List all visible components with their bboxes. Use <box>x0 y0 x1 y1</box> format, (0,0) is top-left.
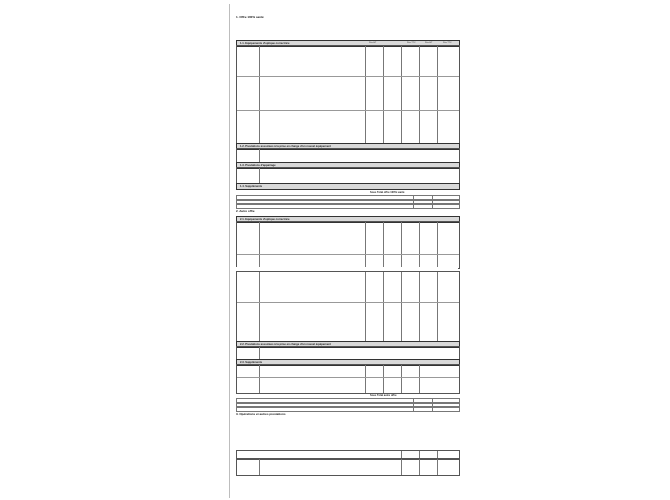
sub1-1-label: 1.1. Equipements d'optique correctrice <box>240 42 290 45</box>
section2-heading: 2. Autre offre <box>236 209 255 213</box>
sub2-1-label: 2.1. Equipements d'optique correctrice <box>240 218 290 221</box>
sum-row-6 <box>236 406 460 412</box>
sub1-4-label: 1.4. Suppléments <box>240 185 263 188</box>
table-2-3 <box>236 364 460 394</box>
table-3 <box>236 458 460 476</box>
sum-row-3 <box>236 203 460 209</box>
col-prix-ht-2: Prix HT <box>425 42 433 44</box>
section3-heading: 3. Opérations et autres prestations <box>236 412 286 416</box>
col-prix-ttc-2: Prix TTC <box>443 42 452 44</box>
sub1-3-label: 1.3. Prestations d'appairage <box>240 164 276 167</box>
table-2-1-b <box>236 271 460 343</box>
subtotal-autre-offre: Sous Total autre offre <box>370 394 397 397</box>
section1-heading: 1. Offre 100% santé <box>236 15 264 19</box>
table-1-1 <box>236 45 460 145</box>
subtotal-100-sante: Sous Total offre 100% santé <box>370 191 405 194</box>
col-prix-ttc: Prix TTC <box>407 42 416 44</box>
document-page <box>229 4 462 498</box>
sub2-2-label: 2.2. Prestations associées à la prise en charge d'un nouvel équipement <box>240 343 331 346</box>
sub1-4-header <box>236 183 460 190</box>
table-2-1-a <box>236 221 460 269</box>
sub2-3-label: 2.3. Suppléments <box>240 361 263 364</box>
sub1-2-label: 1.2. Prestations associées à la prise en charge d'un nouvel équipement <box>240 145 331 148</box>
col-prix-ht: Prix HT <box>369 42 377 44</box>
